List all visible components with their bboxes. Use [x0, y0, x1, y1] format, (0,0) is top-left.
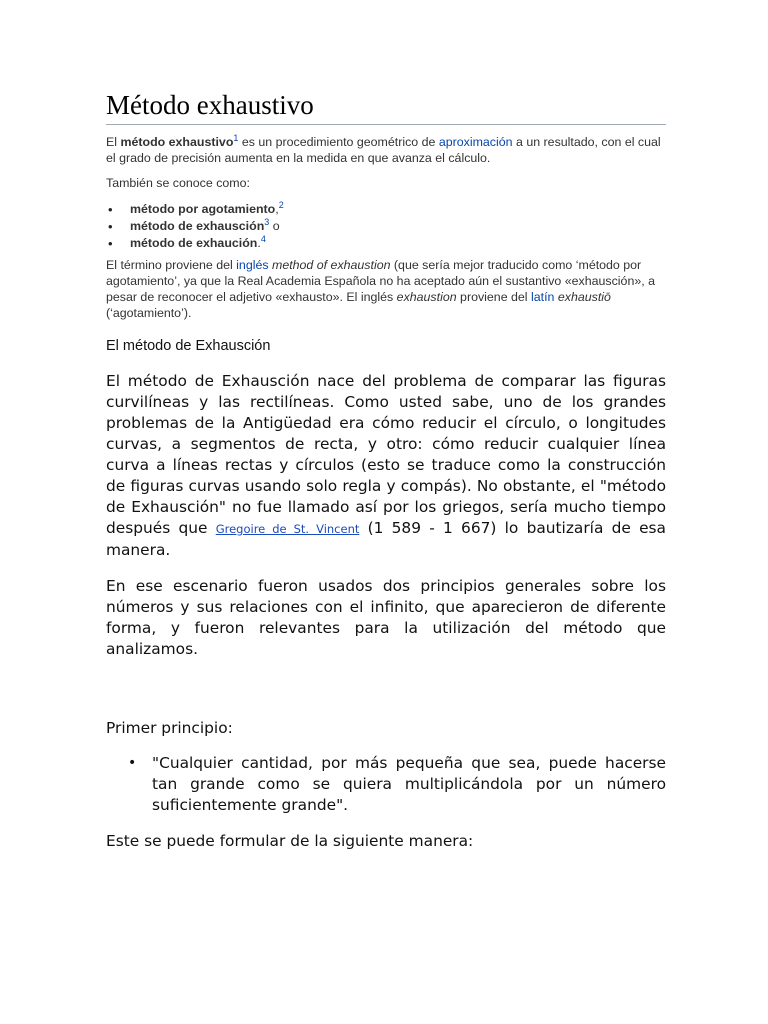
principle-heading: Primer principio:	[106, 719, 233, 737]
reference-2[interactable]: 2	[278, 199, 284, 210]
link-latin[interactable]: latín	[531, 290, 555, 304]
principle-list	[106, 753, 666, 816]
synonym-suffix: o	[269, 219, 280, 233]
synonym-term: método por agotamiento	[130, 202, 276, 216]
synonym-item	[130, 218, 666, 235]
etymology-italic: exhaustiō	[557, 290, 611, 304]
link-gregoire[interactable]: Gregoire de St. Vincent	[215, 522, 360, 536]
synonym-punct: ,	[275, 202, 279, 216]
link-ingles[interactable]: inglés	[236, 258, 269, 272]
synonym-term: método de exhaución	[130, 236, 258, 250]
intro-bold-term: método exhaustivo	[120, 135, 234, 149]
etymology-text: (que sería mejor traducido como ‘método por agotamiento’, ya que la Real Academia Española no ha aceptado aún el sustantivo «exhausción», a pesar de reconocer el adjetivo «exhausto». El inglés	[106, 258, 656, 304]
etymology-italic: method of exhaustion	[272, 258, 391, 272]
body-paragraph-1	[106, 371, 666, 561]
intro-text: a un resultado, con el cual el grado de precisión aumenta en la medida en que avanza el cálculo.	[106, 135, 661, 165]
reference-3[interactable]: 3	[264, 216, 270, 227]
body-text: El método de Exhausción nace del problema de comparar las figuras curvilíneas y las rectilíneas. Como usted sabe, uno de los grandes problemas de la Antigüedad era cómo reducir el círculo, o longitudes curvas, a segmentos de recta, y otro: cómo reducir cualquier línea curva a líneas rectas y círculos (esto se traduce como la construcción de figuras curvas usando solo regla y compás). No obstante, el "método de Exhausción" no fue llamado así por los griegos, sería mucho tiempo después que	[106, 372, 666, 537]
intro-text: es un procedimiento geométrico de	[238, 135, 439, 149]
etymology-paragraph	[106, 257, 666, 321]
also-known-label: También se conoce como:	[106, 176, 250, 190]
intro-text: El	[106, 135, 121, 149]
page-title: Método exhaustivo	[106, 88, 666, 125]
wiki-excerpt	[106, 134, 666, 321]
etymology-text: El término proviene del	[106, 258, 237, 272]
closing-paragraph: Este se puede formular de la siguiente manera:	[106, 832, 474, 850]
etymology-italic: exhaustion	[396, 290, 457, 304]
reference-1[interactable]: 1	[233, 132, 239, 143]
principle-quote: • "Cualquier cantidad, por más pequeña que sea, puede hacerse tan grande como se quiera multiplicándola por un número suficientemente grande".	[152, 753, 666, 816]
intro-paragraph	[106, 134, 666, 166]
body-paragraph-2: En ese escenario fueron usados dos principios generales sobre los números y sus relaciones con el infinito, que aparecieron de diferente forma, y fueron relevantes para la utilización del método que analizamos.	[106, 577, 666, 658]
synonym-item	[130, 235, 666, 252]
synonym-punct: .	[257, 236, 261, 250]
link-aproximacion[interactable]: aproximación	[438, 135, 513, 149]
synonym-item	[130, 201, 666, 218]
etymology-text: proviene del	[456, 290, 532, 304]
section-heading: El método de Exhausción	[106, 338, 271, 354]
body-text: (1 589 - 1 667) lo bautizaría de esa manera.	[106, 519, 666, 559]
synonym-term: método de exhausción	[130, 219, 265, 233]
etymology-text: (‘agotamiento’).	[106, 306, 192, 320]
synonym-list	[106, 201, 666, 252]
reference-4[interactable]: 4	[260, 233, 266, 244]
document-page	[106, 88, 666, 852]
